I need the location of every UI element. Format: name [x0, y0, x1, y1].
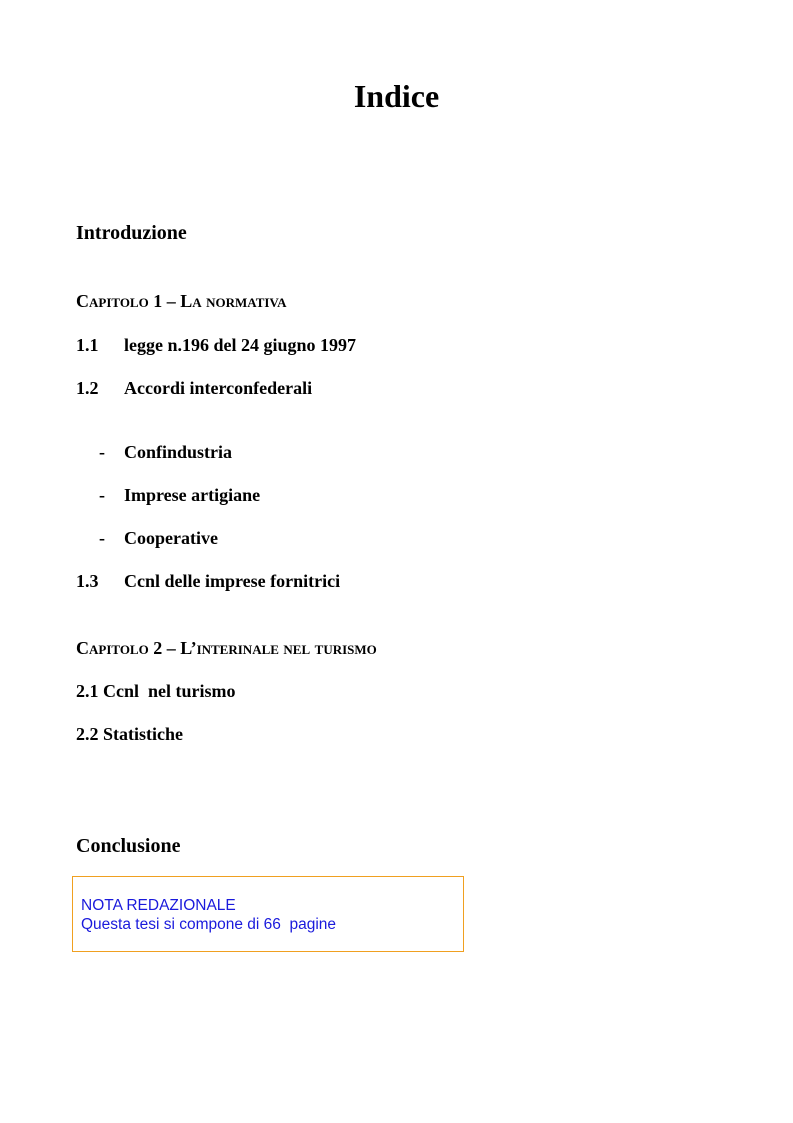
editorial-note-box	[72, 876, 464, 952]
section-1-1-label: legge n.196 del 24 giugno 1997	[124, 335, 357, 355]
subitem-bullet: -	[99, 442, 105, 462]
toc-introduzione: Introduzione	[76, 222, 187, 244]
section-2-1: 2.1 Ccnl nel turismo	[76, 681, 236, 701]
section-2-2: 2.2 Statistiche	[76, 724, 183, 744]
subitem-bullet: -	[99, 528, 105, 548]
chapter-1-heading: Capitolo 1 – La normativa	[76, 291, 287, 311]
section-1-3-label: Ccnl delle imprese fornitrici	[124, 571, 341, 591]
toc-conclusione: Conclusione	[76, 835, 181, 857]
section-1-2-label: Accordi interconfederali	[124, 378, 313, 398]
note-body: Questa tesi si compone di 66 pagine	[81, 916, 337, 933]
subitem-bullet: -	[99, 485, 105, 505]
chapter-2-heading: Capitolo 2 – L’interinale nel turismo	[76, 638, 377, 658]
section-1-3-number: 1.3	[76, 571, 99, 591]
subitem-confindustria: Confindustria	[124, 442, 233, 462]
section-1-1-number: 1.1	[76, 335, 99, 355]
page-title: Indice	[353, 78, 440, 114]
note-title: NOTA REDAZIONALE	[81, 897, 236, 914]
subitem-imprese-artigiane: Imprese artigiane	[124, 485, 261, 505]
subitem-cooperative: Cooperative	[124, 528, 218, 548]
section-1-2-number: 1.2	[76, 378, 99, 398]
